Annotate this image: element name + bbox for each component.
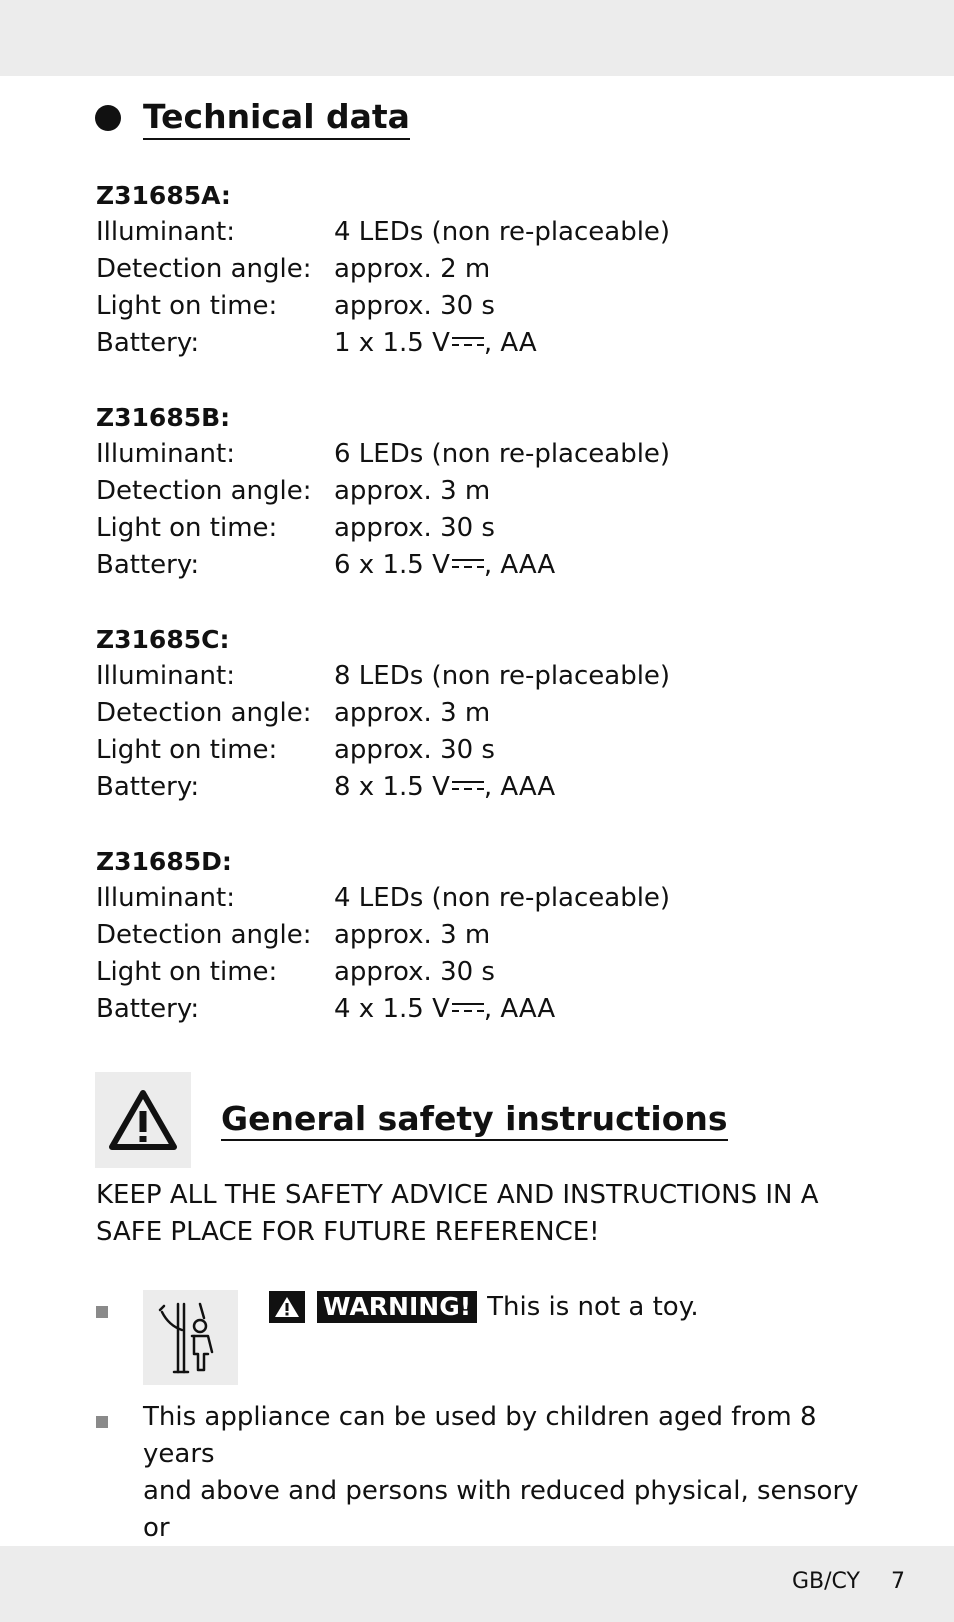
safety-caps-notice [96, 1177, 856, 1251]
spec-value [334, 769, 555, 806]
spec-label: Battery: [96, 550, 200, 580]
battery-type: , AAA [483, 994, 556, 1024]
model-block-b [96, 399, 856, 584]
spec-row-light-on-time [96, 510, 856, 547]
spec-label: Light on time: [96, 291, 278, 321]
battery-type: , AAA [483, 550, 556, 580]
spec-label: Detection angle: [96, 476, 312, 506]
spec-row-battery [96, 325, 856, 362]
spec-label: Detection angle: [96, 920, 312, 950]
model-block-c [96, 621, 856, 806]
child-safety-icon [156, 1300, 226, 1376]
spec-row-illuminant [96, 880, 856, 917]
spec-label: Illuminant: [96, 883, 235, 913]
spec-value [334, 547, 555, 584]
footer-region: GB/CY [792, 1569, 860, 1594]
battery-voltage: 8 x 1.5 V [334, 772, 450, 802]
spec-value: approx. 30 s [334, 291, 495, 321]
spec-label: Detection angle: [96, 698, 312, 728]
battery-voltage: 1 x 1.5 V [334, 328, 450, 358]
para-line: This appliance can be used by children aged from 8 years [143, 1402, 817, 1469]
section-heading [95, 97, 410, 140]
model-title: Z31685A: [96, 181, 231, 210]
spec-value: approx. 3 m [334, 476, 491, 506]
warning-triangle-icon [108, 1089, 178, 1151]
spec-label: Battery: [96, 994, 200, 1024]
model-block-a [96, 177, 856, 362]
spec-row-battery [96, 991, 856, 1028]
safety-heading [95, 1072, 728, 1168]
battery-voltage: 4 x 1.5 V [334, 994, 450, 1024]
spec-row-light-on-time [96, 288, 856, 325]
spec-label: Illuminant: [96, 217, 235, 247]
spec-row-battery [96, 769, 856, 806]
top-margin-band [0, 0, 954, 76]
spec-row-illuminant [96, 658, 856, 695]
model-title: Z31685B: [96, 403, 231, 432]
list-bullet [96, 1306, 108, 1318]
model-title: Z31685D: [96, 847, 232, 876]
list-bullet [96, 1416, 108, 1428]
spec-label: Light on time: [96, 513, 278, 543]
spec-row-detection-angle [96, 695, 856, 732]
spec-value: approx. 3 m [334, 920, 491, 950]
spec-label: Battery: [96, 328, 200, 358]
warning-label: WARNING! [317, 1291, 477, 1323]
section-title: Technical data [143, 97, 410, 140]
spec-row-light-on-time [96, 732, 856, 769]
direct-current-icon [452, 1001, 484, 1015]
safety-title: General safety instructions [221, 1099, 728, 1141]
warning-icon-box [95, 1072, 191, 1168]
battery-type: , AA [483, 328, 537, 358]
model-block-d [96, 843, 856, 1028]
child-safety-icon-box [143, 1290, 238, 1385]
spec-value: approx. 2 m [334, 254, 491, 284]
model-title: Z31685C: [96, 625, 230, 654]
spec-row-detection-angle [96, 917, 856, 954]
para-line: and above and persons with reduced physical, sensory or [143, 1476, 859, 1543]
spec-value: 4 LEDs (non re-placeable) [334, 217, 671, 247]
direct-current-icon [452, 557, 484, 571]
warning-text: This is not a toy. [487, 1291, 699, 1322]
spec-value [334, 325, 537, 362]
spec-value: approx. 30 s [334, 957, 495, 987]
heading-bullet [95, 105, 121, 131]
spec-row-illuminant [96, 436, 856, 473]
spec-value [334, 991, 555, 1028]
spec-label: Light on time: [96, 957, 278, 987]
page-number: 7 [891, 1569, 905, 1594]
spec-row-detection-angle [96, 473, 856, 510]
direct-current-icon [452, 335, 484, 349]
spec-value: 8 LEDs (non re-placeable) [334, 661, 671, 691]
warning-triangle-icon [269, 1291, 305, 1323]
spec-label: Battery: [96, 772, 200, 802]
spec-value: approx. 30 s [334, 513, 495, 543]
spec-row-illuminant [96, 214, 856, 251]
spec-row-light-on-time [96, 954, 856, 991]
spec-value: 4 LEDs (non re-placeable) [334, 883, 671, 913]
spec-label: Illuminant: [96, 439, 235, 469]
spec-label: Illuminant: [96, 661, 235, 691]
spec-value: 6 LEDs (non re-placeable) [334, 439, 671, 469]
battery-type: , AAA [483, 772, 556, 802]
spec-row-detection-angle [96, 251, 856, 288]
spec-label: Light on time: [96, 735, 278, 765]
spec-value: approx. 30 s [334, 735, 495, 765]
direct-current-icon [452, 779, 484, 793]
spec-label: Detection angle: [96, 254, 312, 284]
caps-line: KEEP ALL THE SAFETY ADVICE AND INSTRUCTIONS IN A [96, 1180, 819, 1210]
warning-line [269, 1288, 699, 1325]
battery-voltage: 6 x 1.5 V [334, 550, 450, 580]
caps-line: SAFE PLACE FOR FUTURE REFERENCE! [96, 1217, 600, 1247]
spec-value: approx. 3 m [334, 698, 491, 728]
spec-row-battery [96, 547, 856, 584]
